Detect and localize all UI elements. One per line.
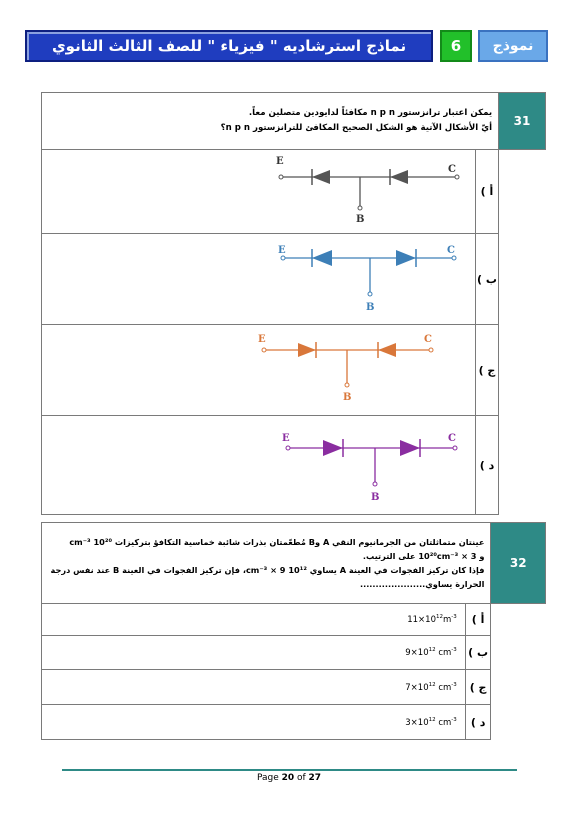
- option-a-diagram: [42, 150, 467, 229]
- question-32-line-3: فإذا كان تركيز الفجوات في العينة A يساوي 10¹² cm⁻³ × 9، فإن تركيز الفجوات في العينة B عند نفس درجة: [50, 565, 485, 575]
- option-a-label: أ ): [465, 604, 491, 636]
- question-32-line-2: و 10²⁰cm⁻³ × 3 على الترتيب.: [362, 551, 485, 561]
- diode-1-icon: [312, 250, 332, 266]
- option-a-diagram-cell[interactable]: [42, 150, 476, 234]
- question-31-line-2: أيّ الأشكال الآتية هو الشكل الصحيح المكافئ للترانزستور n p n؟: [220, 123, 493, 133]
- option-d-label: د ): [475, 416, 498, 515]
- option-c-diagram: [42, 325, 467, 411]
- option-b-label: ب ): [475, 234, 498, 325]
- question-31-text: [42, 93, 499, 150]
- option-d-diagram-cell[interactable]: [42, 416, 476, 515]
- base-label: B: [366, 302, 375, 313]
- option-b-diagram-cell[interactable]: [42, 234, 476, 325]
- diode-2-icon: [400, 440, 420, 456]
- option-d-label: د ): [465, 705, 491, 740]
- emitter-label: E: [282, 433, 290, 444]
- emitter-label: E: [276, 156, 284, 167]
- option-d-diagram: [42, 416, 467, 510]
- question-32-table: [41, 522, 546, 740]
- option-b-answer[interactable]: $9\times 10^{12}$ $cm^{-3}$: [42, 636, 466, 670]
- question-32-line-1: عينتان متماثلتان من الجرمانيوم النقي A وB مُطعّمتان بذرات شائبة خماسية التكافؤ بتركيزات 10²⁰ cm⁻³: [69, 537, 485, 547]
- diode-1-icon: [298, 343, 316, 357]
- collector-label: C: [424, 334, 432, 345]
- option-c-label: ج ): [465, 670, 491, 705]
- option-d-answer[interactable]: $3\times 10^{12}$ $cm^{-3}$: [42, 705, 466, 740]
- option-b-label: ب ): [465, 636, 491, 670]
- question-31-line-1: يمكن اعتبار ترانزستور n p n مكافئاً لدايودين متصلين معاً.: [248, 108, 493, 118]
- collector-label: C: [448, 433, 456, 444]
- option-a-label: أ ): [475, 150, 498, 234]
- option-b-diagram: [42, 234, 467, 320]
- question-32-number: 32: [491, 523, 546, 604]
- diode-1-icon: [312, 170, 330, 184]
- question-32-text: [42, 523, 491, 604]
- question-31-number: 31: [499, 93, 546, 150]
- collector-label: C: [447, 245, 455, 256]
- base-label: B: [356, 214, 365, 225]
- emitter-label: E: [258, 334, 266, 345]
- option-c-answer[interactable]: $7\times 10^{12}$ $cm^{-3}$: [42, 670, 466, 705]
- option-c-diagram-cell[interactable]: [42, 325, 476, 416]
- option-a-answer[interactable]: $11\times 10^{12}m^{-3}$: [42, 604, 466, 636]
- base-label: B: [343, 392, 352, 403]
- page-number: Page 20 of 27: [256, 773, 322, 783]
- footer-divider: [62, 769, 517, 771]
- model-label-badge: نموذج: [478, 30, 548, 62]
- page-title: نماذج استرشاديه " فيزياء " للصف الثالث الثانوي: [25, 30, 433, 62]
- diode-2-icon: [390, 170, 408, 184]
- collector-label: C: [448, 164, 456, 175]
- question-32-line-4: الحرارة يساوي.....................: [359, 579, 485, 589]
- question-31-table: [41, 92, 546, 515]
- emitter-label: E: [278, 245, 286, 256]
- diode-2-icon: [378, 343, 396, 357]
- base-label: B: [371, 492, 380, 503]
- model-number-badge: 6: [440, 30, 472, 62]
- diode-1-icon: [323, 440, 343, 456]
- diode-2-icon: [396, 250, 416, 266]
- option-c-label: ج ): [475, 325, 498, 416]
